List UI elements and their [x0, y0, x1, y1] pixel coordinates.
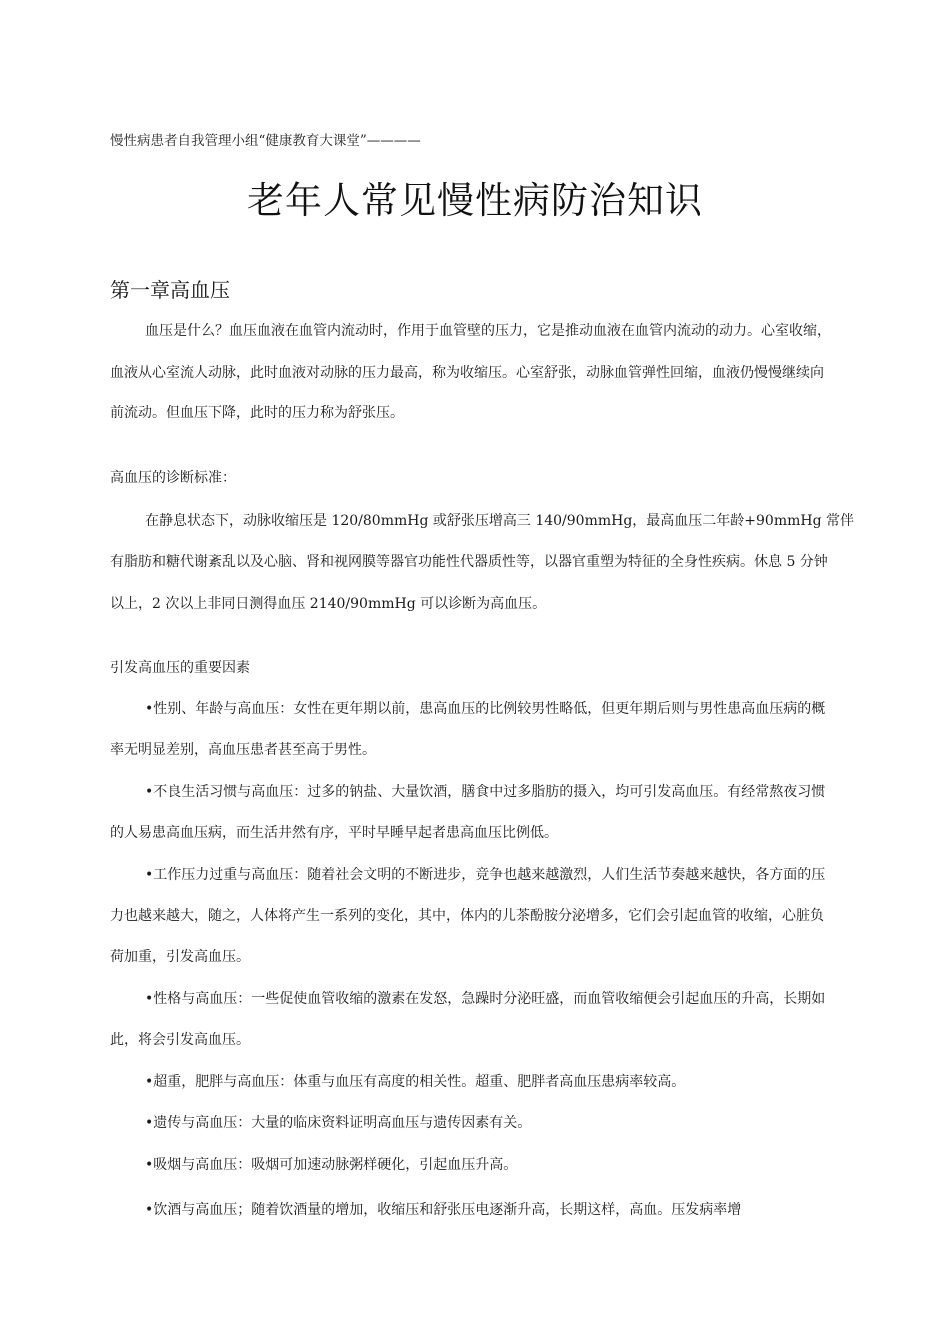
section-heading-factors: 引发高血压的重要因素: [110, 660, 250, 676]
list-item-line: •遗传与高血压：大量的临床资料证明高血压与遗传因素有关。: [145, 1115, 532, 1131]
document-subtitle: 慢性病患者自我管理小组“健康教育大课堂”————: [110, 133, 421, 149]
list-item-line: •性别、年龄与高血压：女性在更年期以前，患高血压的比例较男性略低，但更年期后则与男性患高血压病的概: [145, 701, 826, 717]
list-item-line: 此，将会引发高血压。: [110, 1032, 250, 1048]
list-item-line: •工作压力过重与高血压：随着社会文明的不断进步，竞争也越来越激烈，人们生活节奏越来越快，各方面的压: [145, 867, 826, 883]
paragraph-line: 在静息状态下，动脉收缩压是 120/80mmHg 或舒张压增高三 140/90mmHg，最高血压二年龄+90mmHg 常伴: [145, 513, 855, 529]
list-item-line: •饮酒与高血压；随着饮酒量的增加，收缩压和舒张压电逐渐升高，长期这样，高血。压发病率增: [145, 1202, 742, 1218]
paragraph-line: 有脂肪和糖代谢紊乱以及心脑、肾和视网膜等器官功能性代器质性等，以器官重塑为特征的全身性疾病。休息 5 分钟: [110, 554, 828, 570]
list-item-line: •吸烟与高血压：吸烟可加速动脉粥样硬化，引起血压升高。: [145, 1157, 518, 1173]
list-item-line: 的人易患高血压病，而生活井然有序，平时早睡早起者患高血压比例低。: [110, 825, 558, 841]
paragraph-line: 血液从心室流人动脉，此时血液对动脉的压力最高，称为收缩压。心室舒张，动脉血管弹性回缩，血液仍慢慢继续向: [110, 365, 824, 381]
list-item-line: •不良生活习惯与高血压：过多的钠盐、大量饮酒，膳食中过多脂肪的摄入，均可引发高血压。有经常熬夜习惯: [145, 784, 826, 800]
page-title: 老年人常见慢性病防治知识: [247, 179, 703, 222]
paragraph-line: 血压是什么？血压血液在血管内流动时，作用于血管壁的压力，它是推动血液在血管内流动的动力。心室收缩，: [145, 323, 831, 339]
list-item-line: 荷加重，引发高血压。: [110, 949, 250, 965]
section-heading-diagnosis: 高血压的诊断标准：: [110, 470, 236, 486]
paragraph-line: 以上，2 次以上非同日测得血压 2140/90mmHg 可以诊断为高血压。: [110, 596, 547, 612]
list-item-line: •超重，肥胖与高血压：体重与血压有高度的相关性。超重、肥胖者高血压患病率较高。: [145, 1074, 686, 1090]
list-item-line: 率无明显差别，高血压患者甚至高于男性。: [110, 742, 376, 758]
chapter-heading: 第一章高血压: [110, 278, 230, 302]
list-item-line: 力也越来越大，随之，人体将产生一系列的变化，其中，体内的儿茶酚胺分泌增多，它们会引起血管的收缩，心脏负: [110, 908, 824, 924]
paragraph-line: 前流动。但血压下降，此时的压力称为舒张压。: [110, 405, 404, 421]
list-item-line: •性格与高血压：一些促使血管收缩的激素在发怒，急躁时分泌旺盛，而血管收缩便会引起血压的升高，长期如: [145, 991, 826, 1007]
